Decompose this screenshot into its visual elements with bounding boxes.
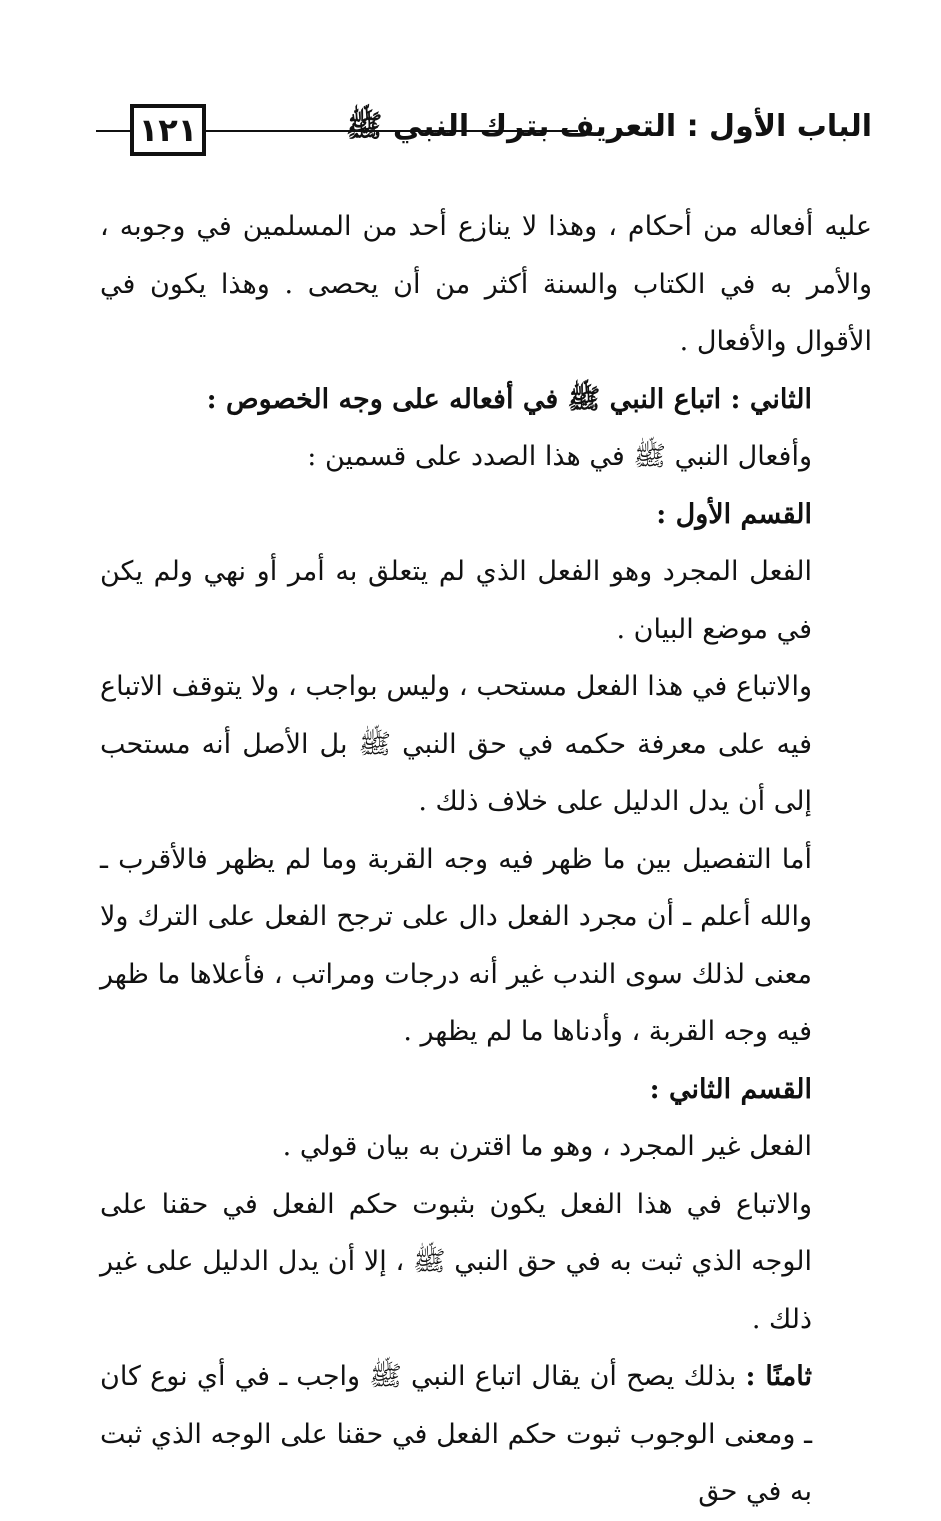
paragraph: الفعل المجرد وهو الفعل الذي لم يتعلق به أمر أو نهي ولم يكن في موضع البيان . [100,556,812,645]
subsection-heading: القسم الأول : [656,498,812,530]
paragraph-text: بذلك يصح أن يقال اتباع النبي ﷺ واجب ـ في أي نوع كان ـ ومعنى الوجوب ثبوت حكم الفعل في حقنا على الوجه الذي ثبت به في حق [100,1361,812,1507]
page-body [100,198,872,1521]
paragraph: والاتباع في هذا الفعل مستحب ، وليس بواجب ، ولا يتوقف الاتباع فيه على معرفة حكمه في حق النبي ﷺ بل الأصل أنه مستحب إلى أن يدل الدليل على خلاف ذلك . [100,671,812,817]
page-header [96,100,872,162]
header-rule-left [96,130,130,132]
section-heading: الثاني : اتباع النبي ﷺ في أفعاله على وجه الخصوص : [206,383,812,415]
point-label: ثامنًا : [745,1361,813,1392]
paragraph [100,1348,872,1521]
paragraph: والاتباع في هذا الفعل يكون بثبوت حكم الفعل في حقنا على الوجه الذي ثبت به في حق النبي ﷺ ، إلا أن يدل الدليل على غير ذلك . [100,1188,812,1335]
paragraph: وأفعال النبي ﷺ في هذا الصدد على قسمين : [307,441,812,472]
paragraph: الفعل غير المجرد ، وهو ما اقترن به بيان قولي . [282,1131,812,1162]
paragraph: أما التفصيل بين ما ظهر فيه وجه القربة وما لم يظهر فالأقرب ـ والله أعلم ـ أن مجرد الفعل دال على ترجح الفعل على الترك ولا معنى لذلك سوى الندب غير أنه درجات ومراتب ، فأعلاها ما ظهر فيه وجه القربة ، وأدناها ما لم يظهر . [100,843,812,1047]
subsection-heading: القسم الثاني : [649,1073,812,1105]
page-number: ١٢١ [130,104,206,156]
paragraph: عليه أفعاله من أحكام ، وهذا لا ينازع أحد من المسلمين في وجوبه ، والأمر به في الكتاب والسنة أكثر من أن يحصى . وهذا يكون في الأقوال والأفعال . [100,211,872,357]
chapter-title: الباب الأول : التعريف بترك النبي ﷺ [346,109,872,144]
